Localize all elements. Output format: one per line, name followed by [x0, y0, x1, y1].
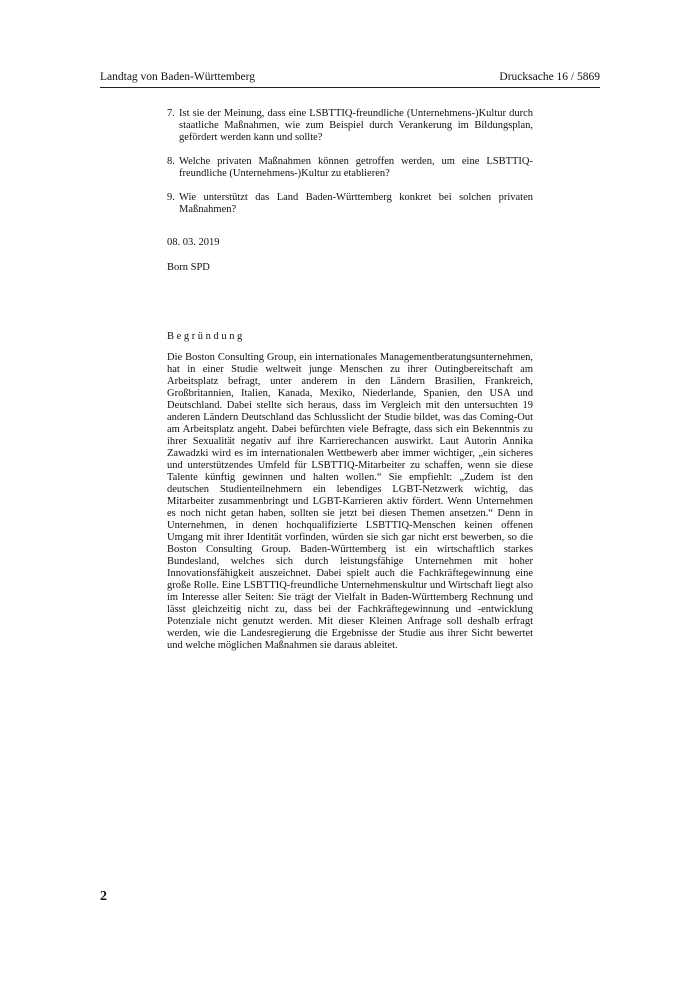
question-item — [167, 192, 533, 216]
justification-text: Die Boston Consulting Group, ein internationales Managementberatungsunternehmen, hat in einer Studie weltweit junge Menschen zu ihrer Outingbereitschaft am Arbeitsplatz befragt, unter anderem in den Ländern Brasilien, Frankreich, Großbritannien, Italien, Kanada, Mexiko, Niederlande, Spanien, den USA und Deutschland. Dabei stellte sich heraus, dass im Vergleich mit den untersuchten 19 anderen Ländern Deutschland das Schlusslicht der Studie bildet, was das Coming-Out am Arbeitsplatz angeht. Dabei befürchten viele Befragte, dass sich ein Bekenntnis zu ihrer Sexualität negativ auf ihre Karrierechancen auswirkt. Laut Autorin Annika Zawadzki wird es im internationalen Wettbewerb aber immer wichtiger, „ein sicheres und unterstützendes Umfeld für LSBTTIQ-Mitarbeiter zu schaffen, wenn sie diese Talente künftig gewinnen und halten wollen.“ Sie empfiehlt: „Zudem ist den deutschen Studienteilnehmern ein lebendiges LGBT-Netzwerk wichtig, das Mitarbeiter zusammenbringt und LGBT-Karrieren aktiv fördert. Wenn Unternehmen es noch nicht getan haben, sollten sie jetzt bei diesen Themen ansetzen.“ Denn in Unternehmen, in denen hochqualifizierte LSBTTIQ-Menschen keinen offenen Umgang mit ihrer Identität vorfinden, würden sie sich gar nicht erst bewerben, so die Boston Consulting Group. Baden-Württemberg ist ein wirtschaftlich starkes Bundesland, welches sich durch leistungsfähige Unternehmen mit hoher Innovationsfähigkeit auszeichnet. Dabei spielt auch die Fachkräftegewinnung eine große Rolle. Eine LSBTTIQ-freundliche Unternehmenskultur und Wirtschaft liegt also im Interesse aller Seiten: Sie trägt der Vielfalt in Baden-Württemberg Rechnung und lässt gleichzeitig nicht zu, dass bei der Fachkräftegewinnung und -entwicklung Potenziale nicht genutzt werden. Mit dieser Kleinen Anfrage soll deshalb erfragt werden, wie die Landesregierung die Ergebnisse der Studie aus ihrer Sicht bewertet und welche möglichen Maßnahmen sie daraus ableitet. — [167, 352, 533, 651]
question-number: 7. — [167, 108, 175, 119]
question-text: Ist sie der Meinung, dass eine LSBTTIQ-freundliche (Unternehmens-)Kultur durch staatliche Maßnahmen, wie zum Beispiel durch Verankerung im Bildungsplan, gefördert werden kann und sollte? — [179, 108, 533, 143]
question-item — [167, 156, 533, 180]
question-item — [167, 108, 533, 144]
page-header — [100, 70, 600, 88]
header-document-number: Drucksache 16 / 5869 — [499, 71, 600, 83]
question-text: Wie unterstützt das Land Baden-Württemberg konkret bei solchen privaten Maßnahmen? — [179, 192, 533, 215]
header-parliament-name: Landtag von Baden-Württemberg — [100, 71, 255, 83]
question-text: Welche privaten Maßnahmen können getroffen werden, um eine LSBTTIQ-freundliche (Unternehmens-)Kultur zu etablieren? — [179, 156, 533, 179]
document-date: 08. 03. 2019 — [167, 237, 220, 248]
question-number: 9. — [167, 192, 175, 203]
page-number: 2 — [100, 889, 107, 904]
signer: Born SPD — [167, 262, 210, 273]
question-number: 8. — [167, 156, 175, 167]
section-title: Begründung — [167, 331, 245, 342]
question-list — [167, 108, 533, 228]
